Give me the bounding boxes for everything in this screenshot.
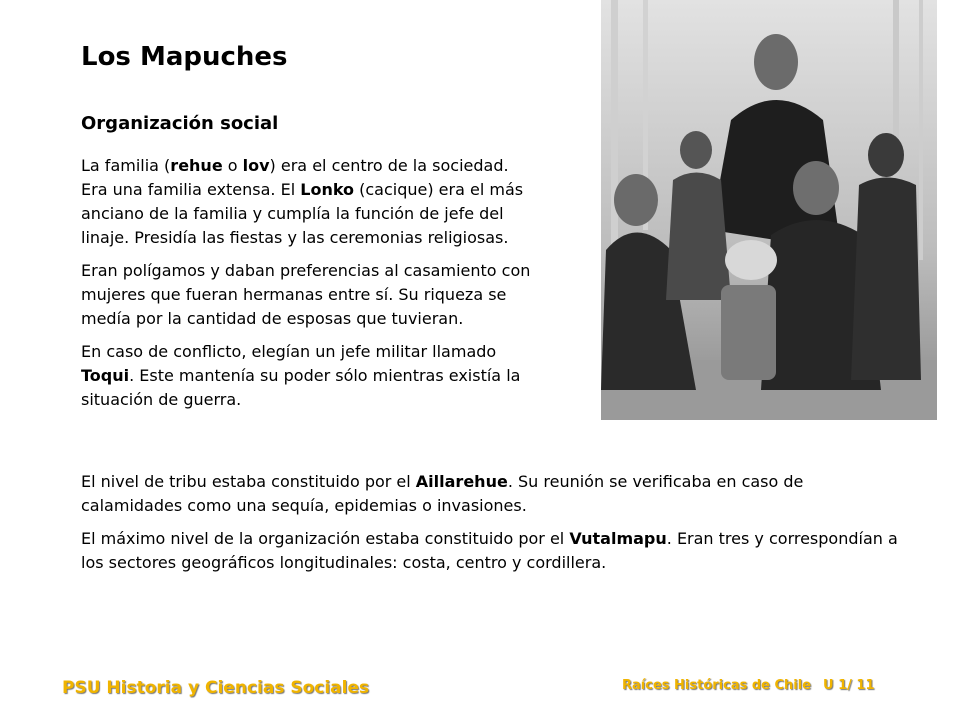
bottom-text-block (81, 470, 901, 584)
slide-title: Los Mapuches (81, 42, 288, 72)
term-rehue: rehue (170, 156, 223, 175)
term-toqui: Toqui (81, 366, 130, 385)
term-vutalmapu: Vutalmapu (569, 529, 667, 548)
footer-unit-title: Raíces Históricas de Chile (622, 678, 812, 693)
footer-unit-label (622, 678, 875, 693)
term-lov: lov (242, 156, 270, 175)
paragraph-polygamy: Eran polígamos y daban preferencias al casamiento con mujeres que fueran hermanas entre sí. Su riqueza se medía por la cantidad de esposas que tuvieran. (81, 261, 531, 328)
footer-course-label: PSU Historia y Ciencias Sociales (62, 678, 370, 698)
footer-page-number: U 1/ 11 (823, 678, 875, 693)
paragraph-conflict: En caso de conflicto, elegían un jefe militar llamado Toqui. Este mantenía su poder sólo mientras existía la situación de guerra. (81, 342, 521, 409)
mapuche-family-photo (601, 0, 937, 420)
paragraph-vutalmapu: El máximo nivel de la organización estaba constituido por el Vutalmapu. Eran tres y correspondían a los sectores geográficos longitudinales: costa, centro y cordillera. (81, 529, 898, 572)
section-subtitle: Organización social (81, 113, 279, 134)
term-aillarehue: Aillarehue (415, 472, 508, 491)
paragraph-family: La familia (rehue o lov) era el centro de la sociedad. Era una familia extensa. El Lonko (cacique) era el más anciano de la familia y cumplía la función de jefe del linaje. Presidía las fiestas y las ceremonias religiosas. (81, 156, 524, 247)
left-text-column (81, 154, 536, 421)
term-lonko: Lonko (300, 180, 355, 199)
paragraph-tribe: El nivel de tribu estaba constituido por el Aillarehue. Su reunión se verificaba en caso de calamidades como una sequía, epidemias o invasiones. (81, 472, 804, 515)
